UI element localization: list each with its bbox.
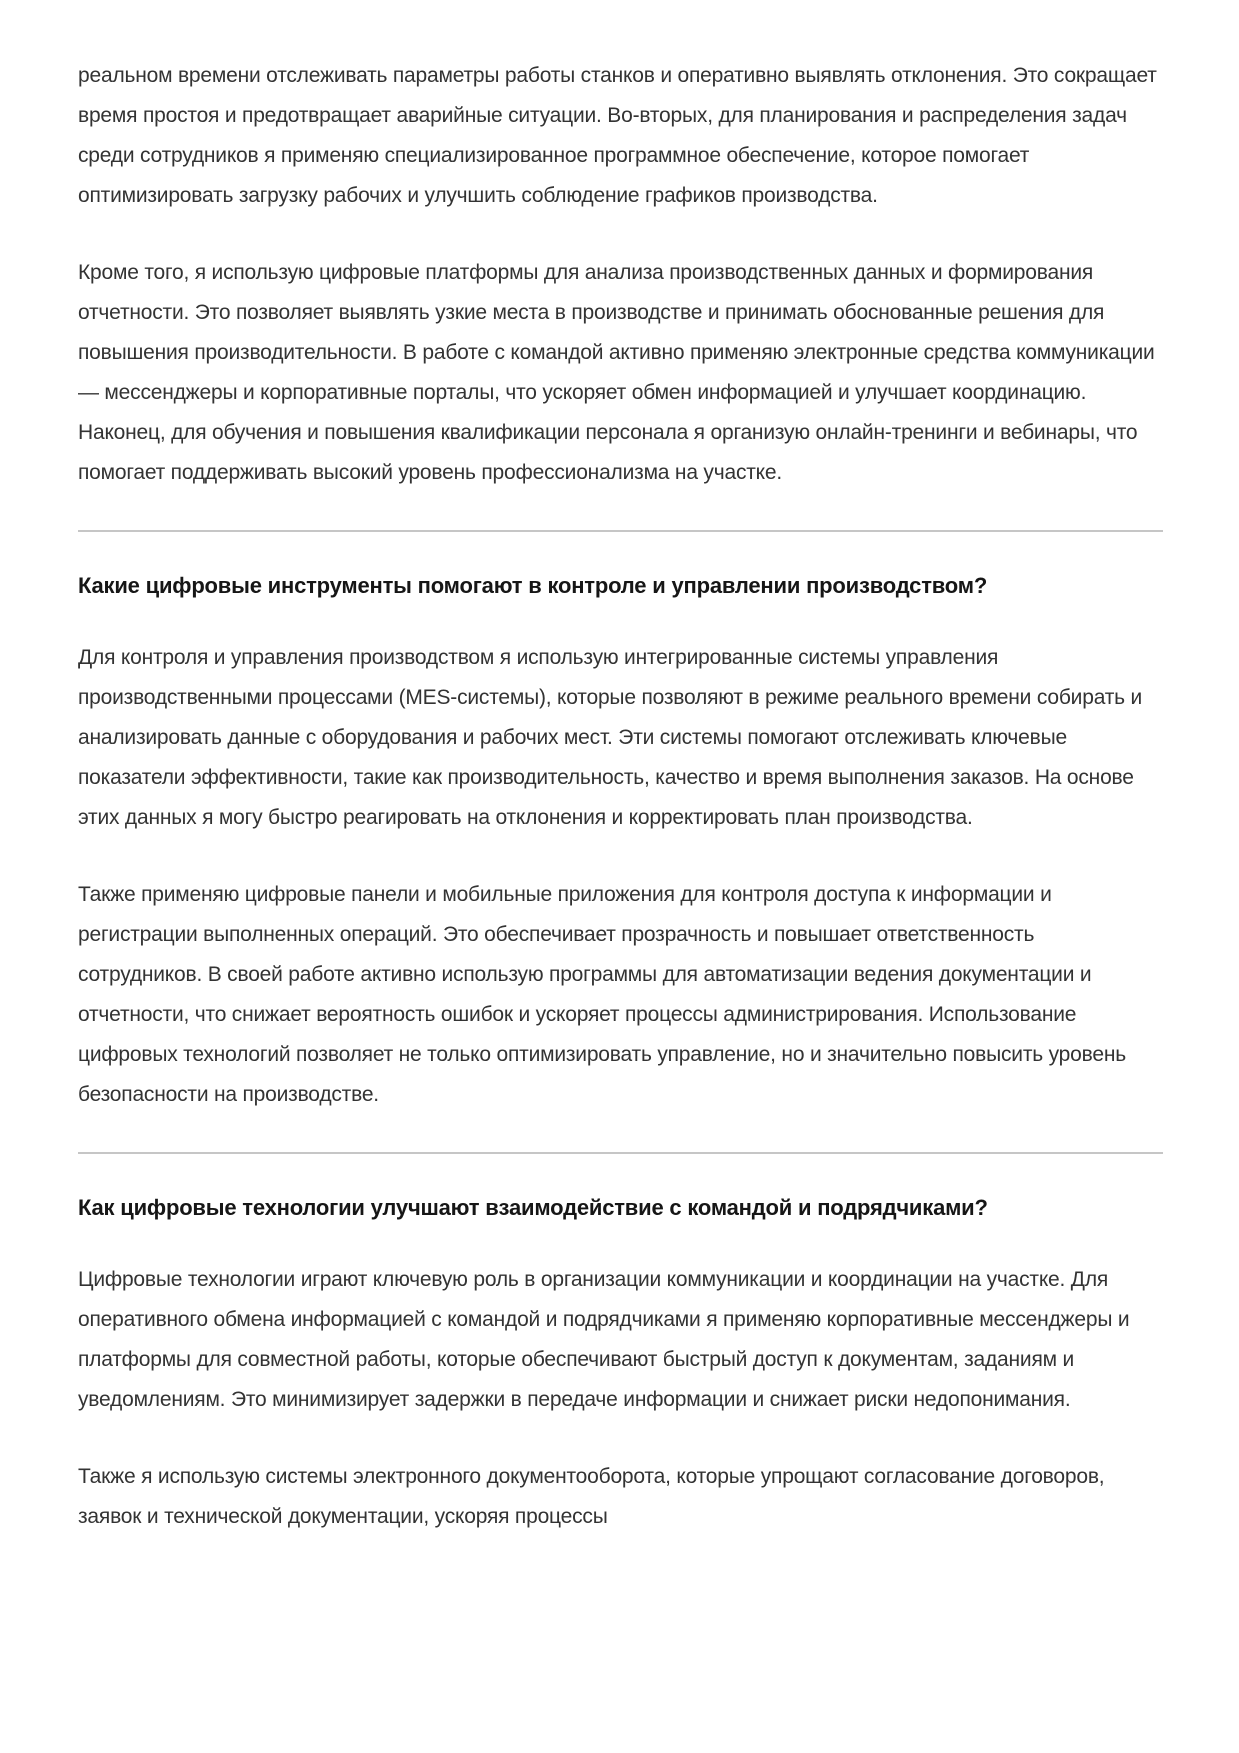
section-divider bbox=[78, 530, 1163, 532]
intro-paragraph-continued: реальном времени отслеживать параметры работы станков и оперативно выявлять отклонения. Это сокращает время простоя и предотвращает аварийные ситуации. Во-вторых, для планирования и распределения задач среди сотрудников я применяю специализированное программное обеспечение, которое помогает оптимизировать загрузку рабочих и улучшить соблюдение графиков производства. bbox=[78, 64, 1157, 207]
answer-paragraph-truncated: Также я использую системы электронного документооборота, которые упрощают согласование договоров, заявок и технической документации, ускоряя процессы bbox=[78, 1465, 1105, 1528]
question-heading-digital-tools: Какие цифровые инструменты помогают в контроле и управлении производством? bbox=[78, 573, 988, 598]
intro-paragraph: Кроме того, я использую цифровые платформы для анализа производственных данных и формирования отчетности. Это позволяет выявлять узкие места в производстве и принимать обоснованные решения для повышения производительности. В работе с командой активно применяю электронные средства коммуникации — мессенджеры и корпоративные порталы, что ускоряет обмен информацией и улучшает координацию. Наконец, для обучения и повышения квалификации персонала я организую онлайн-тренинги и вебинары, что помогает поддерживать высокий уровень профессионализма на участке. bbox=[78, 261, 1155, 484]
section-divider bbox=[78, 1152, 1163, 1154]
answer-paragraph: Для контроля и управления производством я использую интегрированные системы управления производственными процессами (MES-системы), которые позволяют в режиме реального времени собирать и анализировать данные с оборудования и рабочих мест. Эти системы помогают отслеживать ключевые показатели эффективности, такие как производительность, качество и время выполнения заказов. На основе этих данных я могу быстро реагировать на отклонения и корректировать план производства. bbox=[78, 646, 1143, 829]
answer-paragraph: Цифровые технологии играют ключевую роль в организации коммуникации и координации на участке. Для оперативного обмена информацией с командой и подрядчиками я применяю корпоративные мессенджеры и платформы для совместной работы, которые обеспечивают быстрый доступ к документам, заданиям и уведомлениям. Это минимизирует задержки в передаче информации и снижает риски недопонимания. bbox=[78, 1268, 1130, 1411]
question-heading-team-collaboration: Как цифровые технологии улучшают взаимодействие с командой и подрядчиками? bbox=[78, 1195, 988, 1220]
answer-paragraph: Также применяю цифровые панели и мобильные приложения для контроля доступа к информации и регистрации выполненных операций. Это обеспечивает прозрачность и повышает ответственность сотрудников. В своей работе активно использую программы для автоматизации ведения документации и отчетности, что снижает вероятность ошибок и ускоряет процессы администрирования. Использование цифровых технологий позволяет не только оптимизировать управление, но и значительно повысить уровень безопасности на производстве. bbox=[78, 883, 1126, 1106]
